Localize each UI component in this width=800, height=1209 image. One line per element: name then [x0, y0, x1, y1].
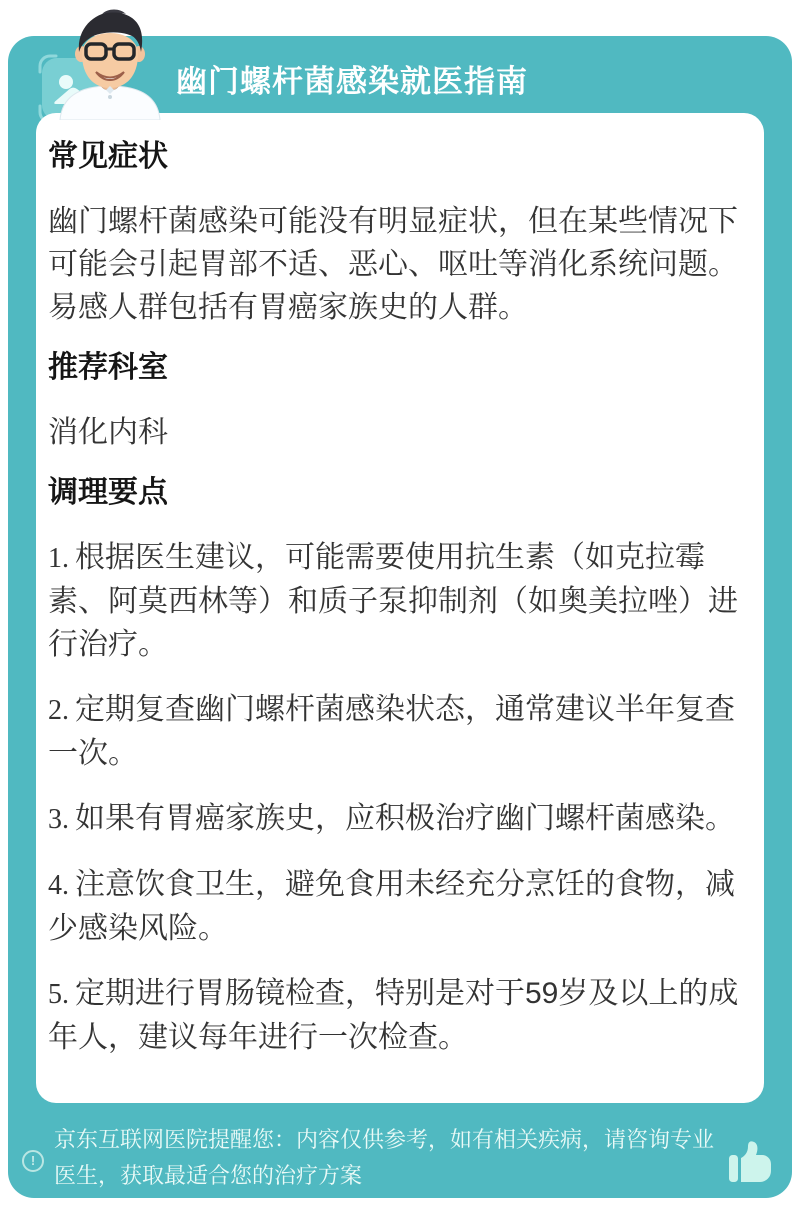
section-heading-department: 推荐科室: [48, 351, 168, 384]
section-heading-symptoms: 常见症状: [48, 140, 168, 173]
care-point-5-number: 5.: [48, 979, 69, 1010]
thumbs-up-button[interactable]: [724, 1140, 776, 1184]
thumbs-up-icon: [724, 1140, 776, 1184]
care-point-4-text: 注意饮食卫生，避免食用未经充分烹饪的食物，减少感染风险。: [48, 868, 735, 945]
care-point-3: [48, 797, 748, 841]
care-point-1-text: 根据医生建议，可能需要使用抗生素（如克拉霉素、阿莫西林等）和质子泵抑制剂（如奥美拉唑）进行治疗。: [48, 541, 738, 661]
care-point-5-text: 定期进行胃肠镜检查，特别是对于59岁及以上的成年人，建议每年进行一次检查。: [48, 977, 739, 1054]
care-point-3-number: 3.: [48, 804, 69, 835]
circle-exclamation-icon: !: [22, 1150, 44, 1172]
disclaimer-text: 京东互联网医院提醒您：内容仅供参考，如有相关疾病，请咨询专业医生，获取最适合您的治疗方案: [54, 1127, 715, 1188]
section-heading-care: 调理要点: [48, 476, 168, 509]
content-card: [36, 113, 764, 1103]
page-title: 幽门螺杆菌感染就医指南: [176, 64, 528, 99]
care-point-2: [48, 688, 748, 775]
care-point-2-text: 定期复查幽门螺杆菌感染状态，通常建议半年复查一次。: [48, 693, 735, 770]
department-text: 消化内科: [48, 416, 168, 449]
care-point-1-number: 1.: [48, 543, 69, 574]
care-point-4-number: 4.: [48, 870, 69, 901]
care-point-4: [48, 863, 748, 950]
care-point-2-number: 2.: [48, 695, 69, 726]
care-point-1: [48, 536, 748, 666]
doctor-avatar: [46, 2, 174, 120]
symptoms-text: 幽门螺杆菌感染可能没有明显症状，但在某些情况下可能会引起胃部不适、恶心、呕吐等消化系统问题。易感人群包括有胃癌家族史的人群。: [48, 205, 738, 324]
care-point-5: [48, 972, 748, 1059]
care-point-3-text: 如果有胃癌家族史，应积极治疗幽门螺杆菌感染。: [75, 802, 735, 835]
disclaimer-footer: [18, 1122, 782, 1194]
